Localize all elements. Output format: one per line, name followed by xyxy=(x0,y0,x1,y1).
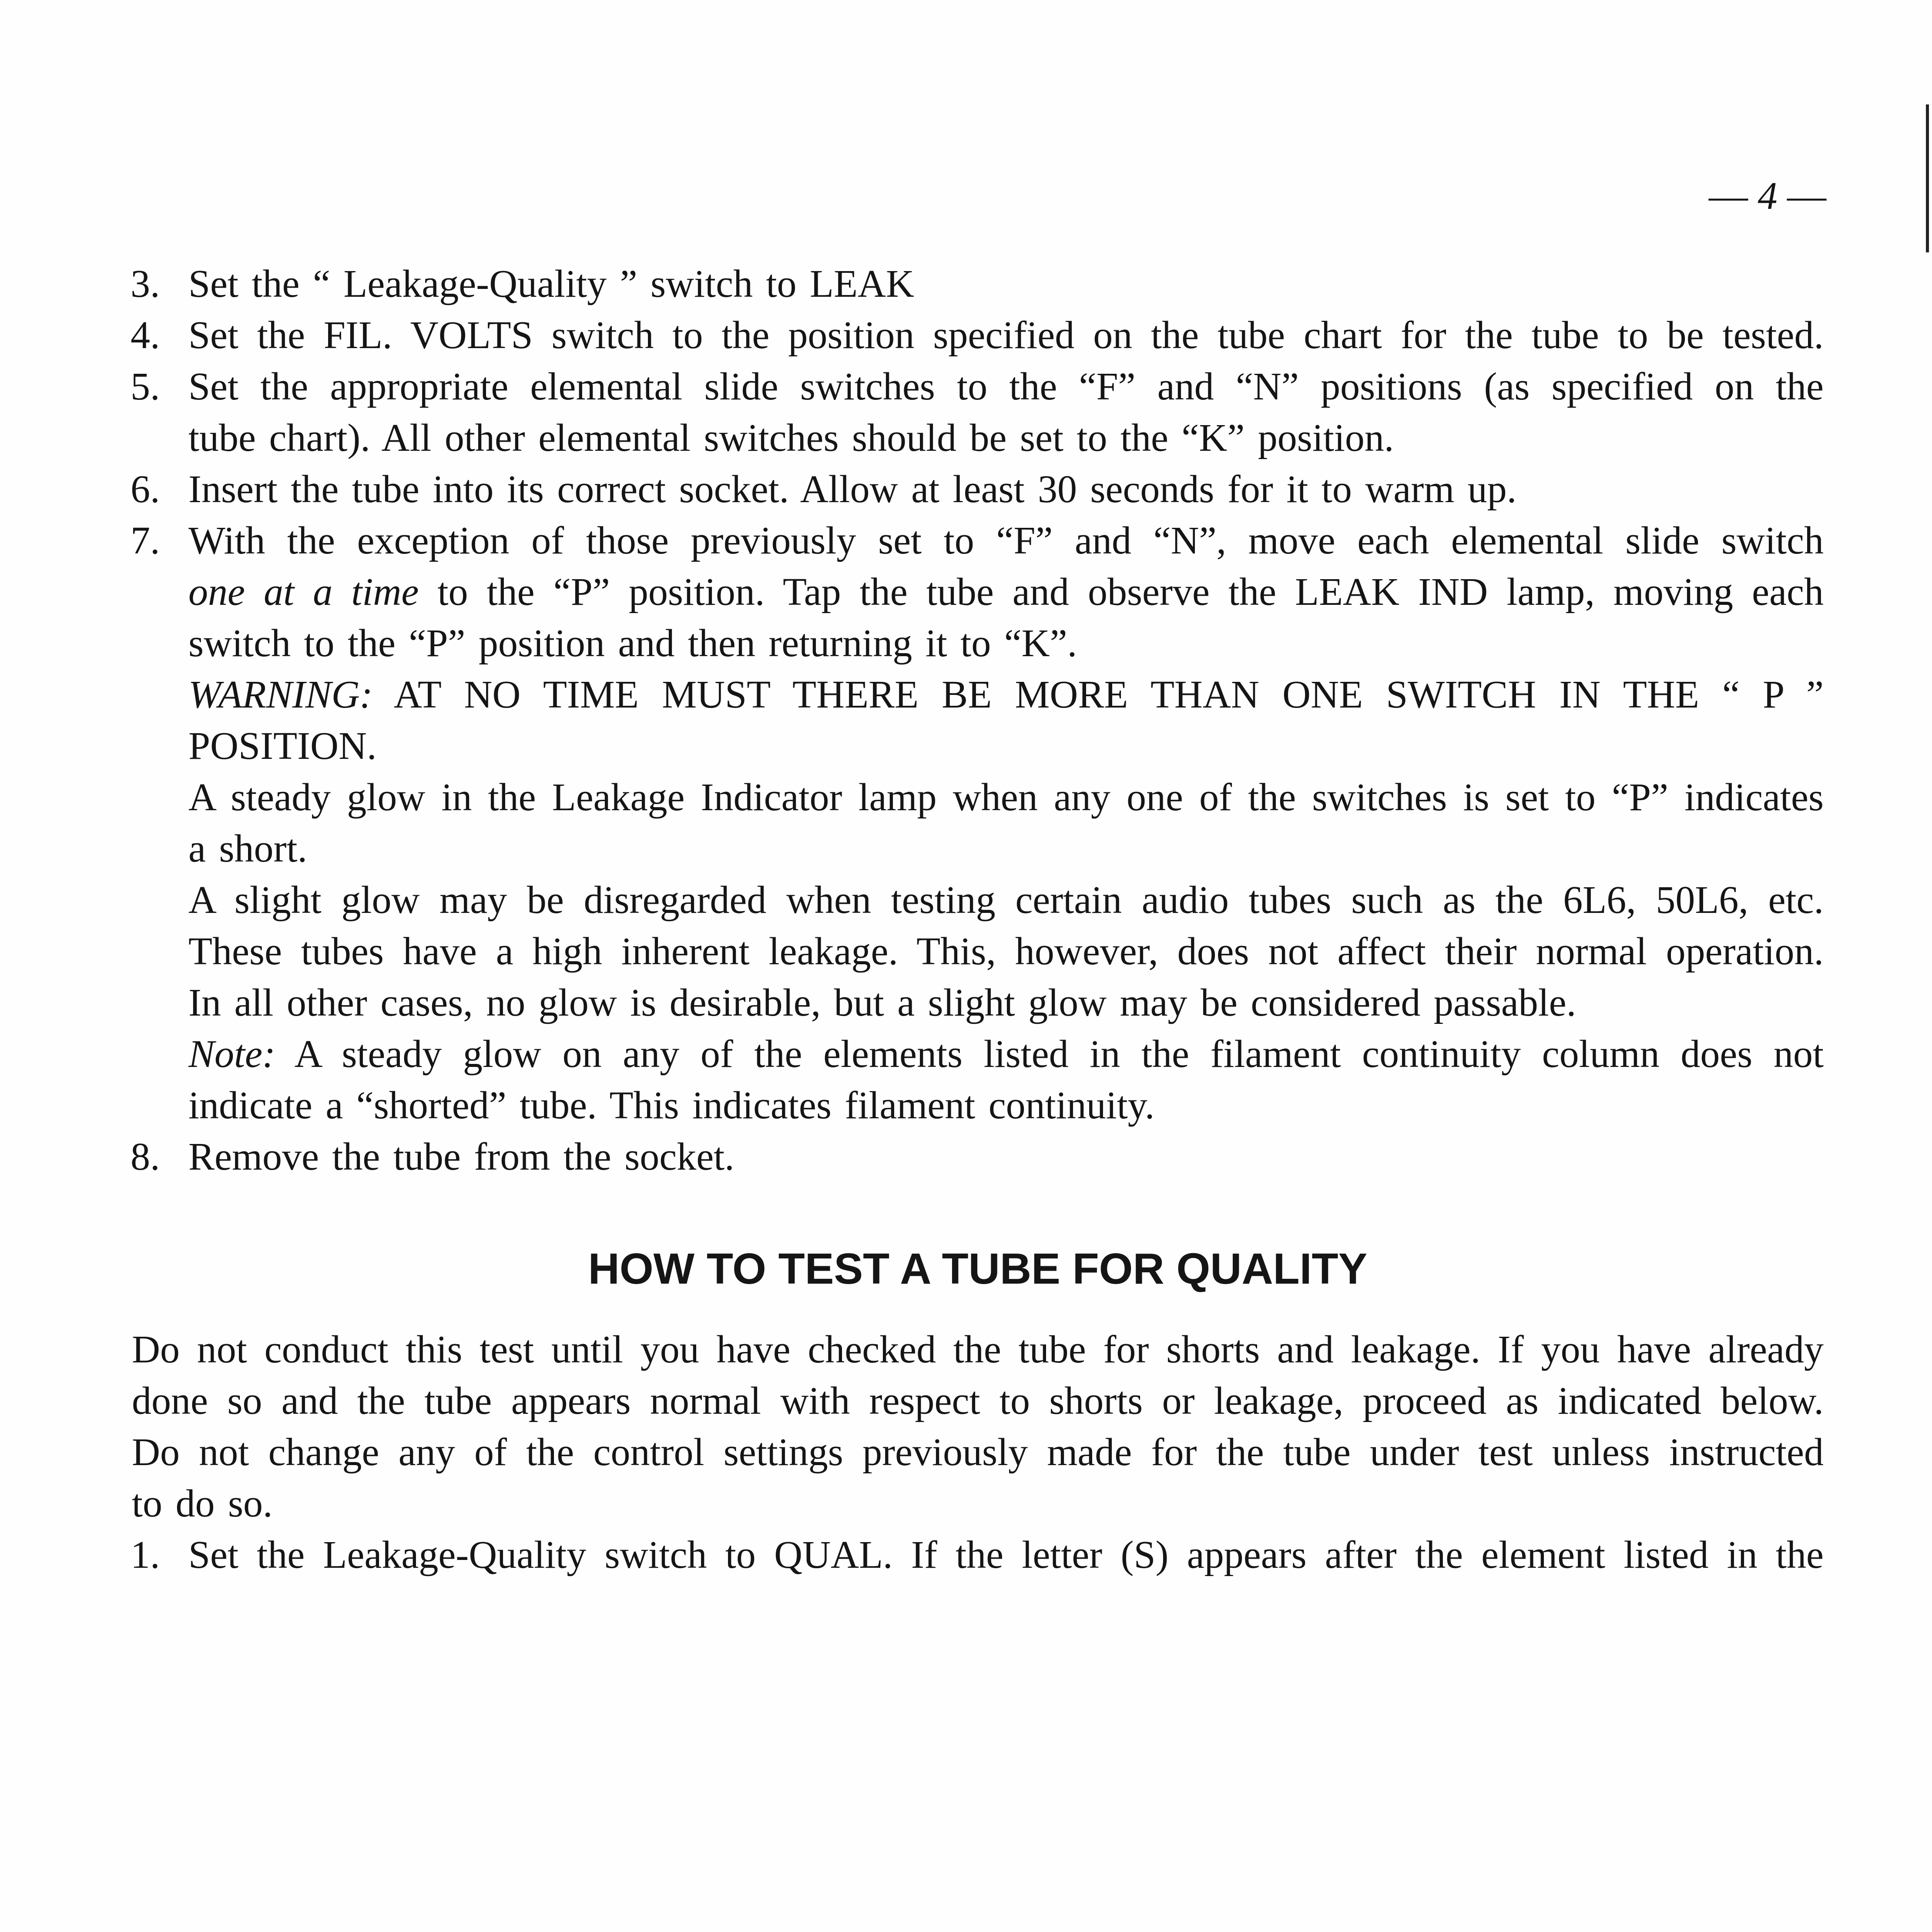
step-6 xyxy=(0,464,1932,515)
page-number xyxy=(1709,171,1826,222)
step-line: With the exception of those previously set to “F” and “N”, move each elemental slide switch xyxy=(188,519,1824,562)
step-8 xyxy=(0,1131,1932,1183)
step-number: 4. xyxy=(131,314,160,357)
step-line: Insert the tube into its correct socket. Allow at least 30 seconds for it to warm up. xyxy=(188,468,1517,511)
short-indication-line: a short. xyxy=(188,827,307,870)
step-line: Set the FIL. VOLTS switch to the position specified on the tube chart for the tube to be tested. xyxy=(188,314,1824,357)
intro-line: Do not change any of the control settings previously made for the tube under test unless instructed xyxy=(132,1431,1824,1474)
step-number: 3. xyxy=(131,262,160,305)
step-text xyxy=(188,361,1824,464)
intro-line: done so and the tube appears normal with respect to shorts or leakage, proceed as indicated below. xyxy=(132,1379,1824,1422)
short-indication-line: A steady glow in the Leakage Indicator lamp when any one of the switches is set to “P” indicates xyxy=(188,776,1824,819)
intro-line: to do so. xyxy=(132,1482,273,1525)
note-label: Note: xyxy=(188,1033,275,1076)
leakage-test-steps xyxy=(0,258,1932,1183)
step-number: 6. xyxy=(131,468,160,511)
page-number-left-dash: — xyxy=(1709,174,1748,218)
emphasis-text: one at a time xyxy=(188,570,419,614)
quality-test-steps xyxy=(0,1530,1932,1581)
note-line xyxy=(188,1029,1824,1080)
step-text xyxy=(188,464,1824,515)
step-5 xyxy=(0,361,1932,464)
step-line: switch to the “P” position and then returning it to “K”. xyxy=(188,622,1077,665)
note-line: indicate a “shorted” tube. This indicates filament continuity. xyxy=(188,1084,1155,1127)
step-line: Set the “ Leakage-Quality ” switch to LEAK xyxy=(188,262,914,305)
step-text xyxy=(188,515,1824,1131)
line-text: to the “P” position. Tap the tube and observe the LEAK IND lamp, moving each xyxy=(437,570,1824,614)
step-line: Set the appropriate elemental slide switches to the “F” and “N” positions (as specified on the xyxy=(188,365,1824,408)
slight-glow-line: A slight glow may be disregarded when testing certain audio tubes such as the 6L6, 50L6, etc. xyxy=(188,879,1824,922)
note-text: A steady glow on any of the elements listed in the filament continuity column does not xyxy=(294,1033,1824,1076)
step-number: 8. xyxy=(131,1135,160,1178)
quality-intro-paragraph xyxy=(132,1324,1824,1530)
step-text xyxy=(188,310,1824,361)
step-number: 7. xyxy=(131,519,160,562)
step-7 xyxy=(0,515,1932,1131)
step-line: Remove the tube from the socket. xyxy=(188,1135,735,1178)
scan-edge-mark xyxy=(1926,104,1929,252)
section-heading: HOW TO TEST A TUBE FOR QUALITY xyxy=(588,1244,1368,1293)
slight-glow-line: In all other cases, no glow is desirable, but a slight glow may be considered passable. xyxy=(188,981,1576,1024)
step-text xyxy=(188,1131,1824,1183)
warning-text: AT NO TIME MUST THERE BE MORE THAN ONE SWITCH IN THE “ P ” xyxy=(393,673,1824,716)
step-text xyxy=(188,258,1824,310)
step-1 xyxy=(0,1530,1932,1581)
step-4 xyxy=(0,310,1932,361)
step-text xyxy=(188,1530,1824,1581)
page-number-value: 4 xyxy=(1758,174,1778,218)
step-number: 5. xyxy=(131,365,160,408)
step-3 xyxy=(0,258,1932,310)
warning-label: WARNING: xyxy=(188,673,373,716)
warning-line: POSITION. xyxy=(188,724,377,768)
step-line: tube chart). All other elemental switches should be set to the “K” position. xyxy=(188,416,1394,460)
slight-glow-line: These tubes have a high inherent leakage. This, however, does not affect their normal operation. xyxy=(188,930,1824,973)
step-line xyxy=(188,567,1824,618)
page-number-right-dash: — xyxy=(1787,174,1826,218)
step-number: 1. xyxy=(131,1533,160,1576)
warning-line xyxy=(188,669,1824,721)
step-line: Set the Leakage-Quality switch to QUAL. If the letter (S) appears after the element listed in the xyxy=(188,1533,1824,1576)
intro-line: Do not conduct this test until you have checked the tube for shorts and leakage. If you have already xyxy=(132,1328,1824,1371)
